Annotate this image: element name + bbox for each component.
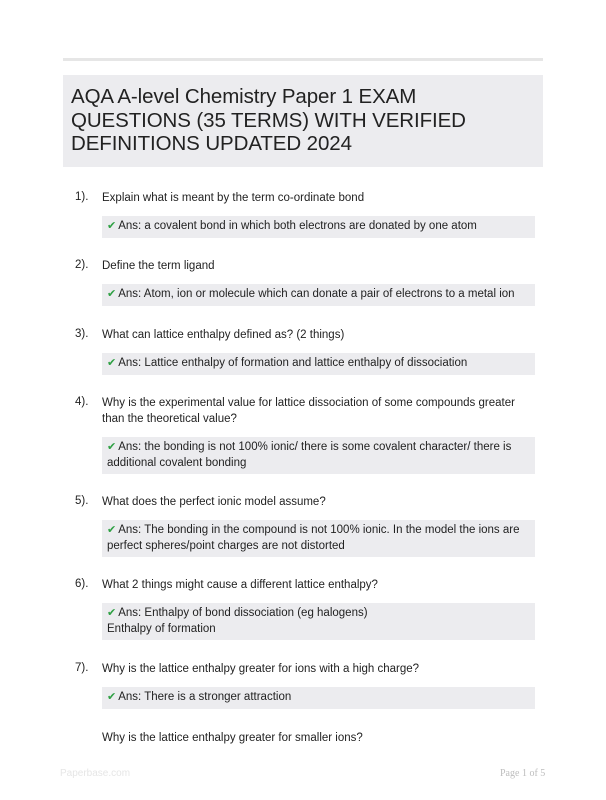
answer-box [102,216,535,238]
question-text: Define the term ligand [102,260,215,272]
checkmark-icon: ✔ [107,524,117,536]
checkmark-icon: ✔ [107,691,117,703]
question-number: 3). [75,328,89,340]
question-number: 4). [75,396,89,408]
footer-watermark: Paperbase.com [60,768,131,779]
question-number: 5). [75,495,89,507]
question-number: 2). [75,259,89,271]
question-text: Why is the lattice enthalpy greater for ions with a high charge? [102,663,420,675]
checkmark-icon: ✔ [107,220,117,232]
page-indicator: Page 1 of 5 [500,768,546,779]
answer-text: Ans: Atom, ion or molecule which can donate a pair of electrons to a metal ion [118,288,515,300]
answer-box [102,520,535,557]
question-text: Why is the lattice enthalpy greater for smaller ions? [102,732,363,744]
checkmark-icon: ✔ [107,357,117,369]
answer-box [102,353,535,375]
question-text: What does the perfect ionic model assume? [102,496,326,508]
answer-text: Ans: Enthalpy of bond dissociation (eg halogens) [118,607,368,619]
checkmark-icon: ✔ [107,288,117,300]
answer-box [102,284,535,306]
answer-text: Ans: a covalent bond in which both electrons are donated by one atom [118,220,477,232]
answer-box [102,603,535,640]
answer-text-line-2: Enthalpy of formation [107,622,216,635]
answer-text: Ans: There is a stronger attraction [118,691,292,703]
question-number: 7). [75,662,89,674]
question-number: 1). [75,191,89,203]
title-box [63,75,543,167]
top-divider [63,58,543,61]
answer-text: Ans: The bonding in the compound is not 100% ionic. In the model the ions are perfect spheres/point charges are not distorted [107,524,520,552]
checkmark-icon: ✔ [107,441,117,453]
answer-box [102,437,535,474]
question-text: Explain what is meant by the term co-ordinate bond [102,192,365,204]
document-title: AQA A-level Chemistry Paper 1 EXAM QUESTIONS (35 TERMS) WITH VERIFIED DEFINITIONS UPDATED 2024 [71,85,466,155]
question-text: What 2 things might cause a different lattice enthalpy? [102,579,378,591]
checkmark-icon: ✔ [107,607,117,619]
question-number: 6). [75,578,89,590]
answer-text: Ans: Lattice enthalpy of formation and lattice enthalpy of dissociation [118,357,468,369]
answer-text: Ans: the bonding is not 100% ionic/ there is some covalent character/ there is additional covalent bonding [107,441,512,469]
question-text: Why is the experimental value for lattice dissociation of some compounds greater than the theoretical value? [102,397,515,425]
answer-box [102,687,535,709]
question-text: What can lattice enthalpy defined as? (2 things) [102,329,345,341]
